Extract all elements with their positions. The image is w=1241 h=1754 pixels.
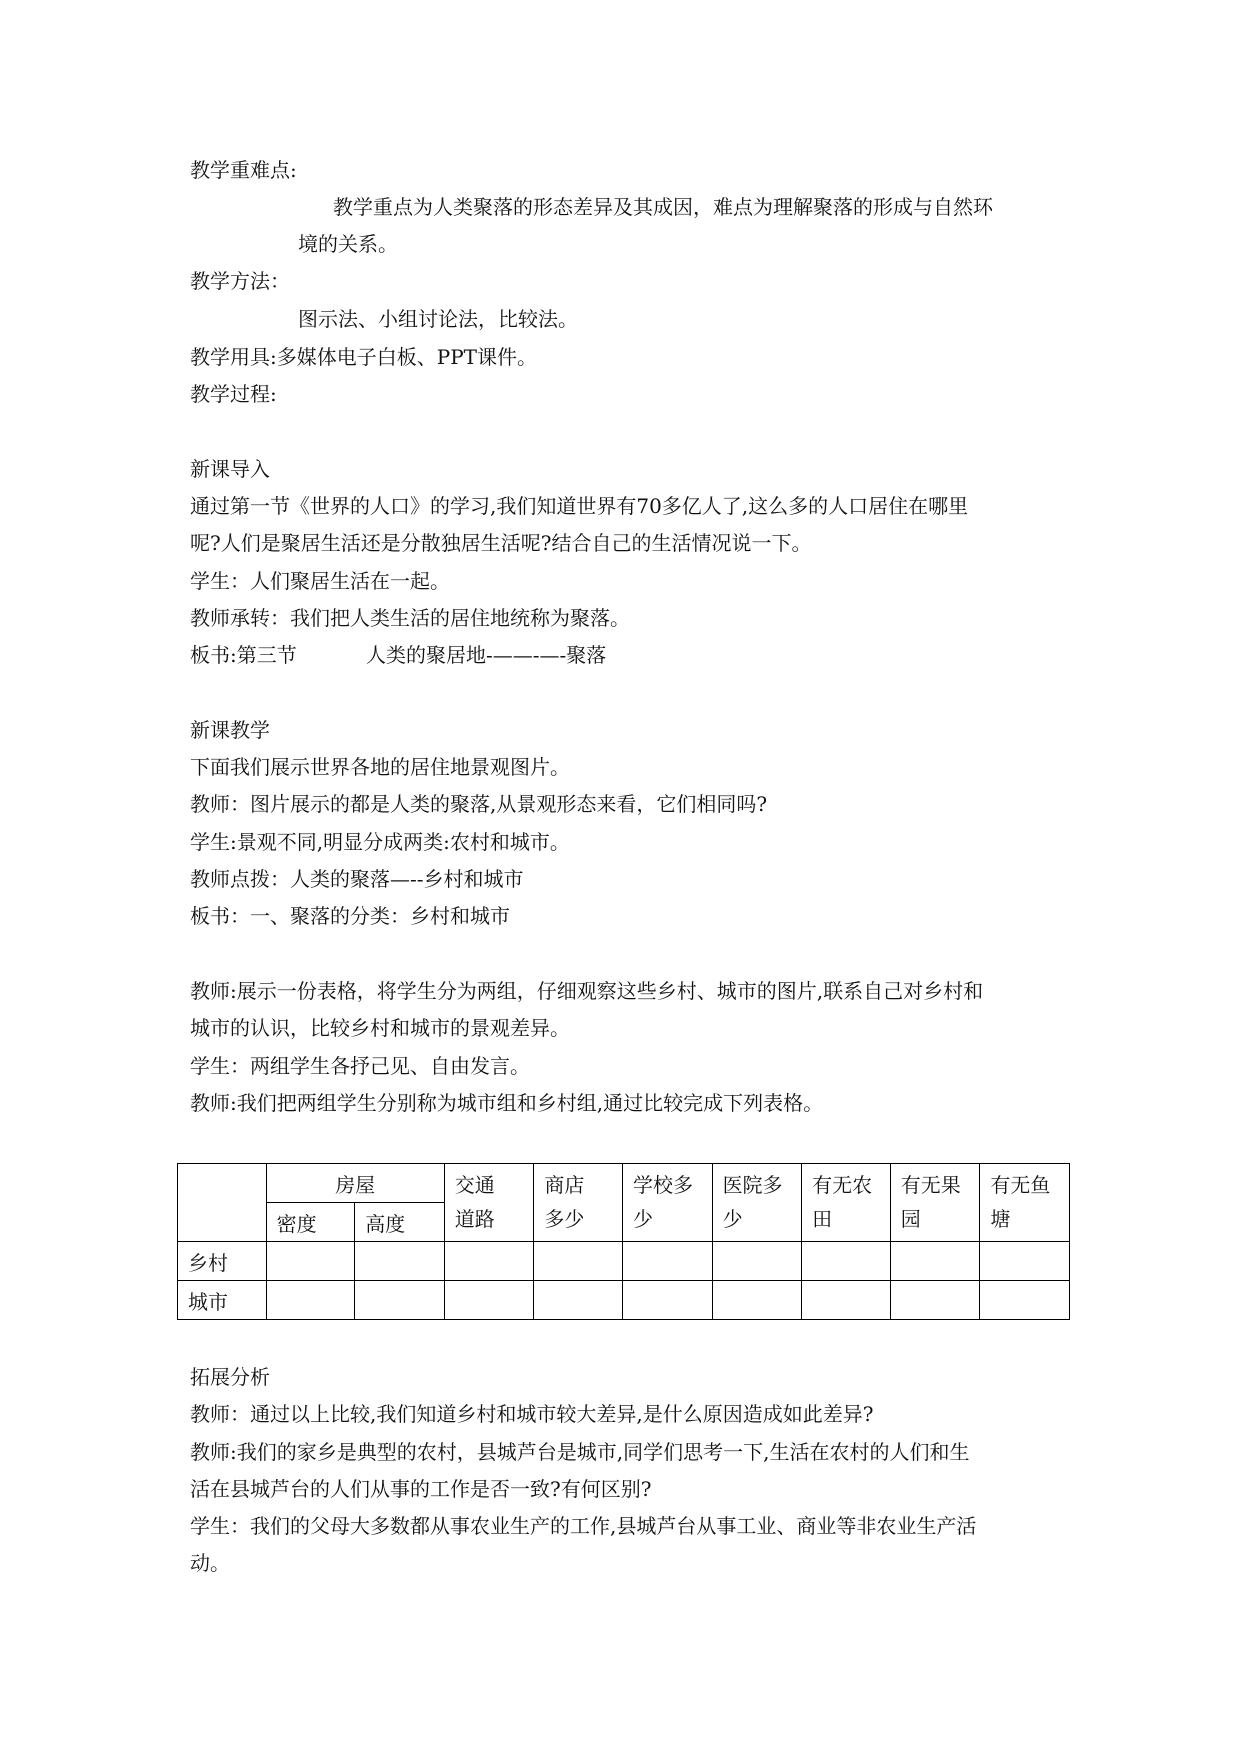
table-cell [444, 1242, 534, 1281]
table-cell [890, 1242, 980, 1281]
table-cell [622, 1281, 712, 1320]
teaching-line2: 教师：图片展示的都是人类的聚落,从景观形态来看，它们相同吗? [190, 792, 768, 816]
tools-text: 教学用具:多媒体电子白板、PPT课件。 [190, 345, 537, 369]
extend-line4: 学生：我们的父母大多数都从事农业生产的工作,县城芦台从事工业、商业等非农业生产活 [190, 1514, 977, 1538]
table-cell [712, 1242, 802, 1281]
teaching-line7: 城市的认识，比较乡村和城市的景观差异。 [190, 1016, 570, 1040]
teaching-line3: 学生:景观不同,明显分成两类:农村和城市。 [190, 830, 570, 854]
intro-teacher: 教师承转：我们把人类生活的居住地统称为聚落。 [190, 606, 630, 630]
table-cell [534, 1281, 623, 1320]
table-cell [266, 1281, 355, 1320]
intro-board-title: 人类的聚居地-——-—-聚落 [366, 643, 607, 667]
intro-student: 学生：人们聚居生活在一起。 [190, 569, 450, 593]
extend-line3: 活在县城芦台的人们从事的工作是否一致?有何区别? [190, 1477, 652, 1501]
method-heading: 教学方法： [190, 269, 290, 293]
intro-heading: 新课导入 [190, 457, 270, 481]
teaching-line1: 下面我们展示世界各地的居住地景观图片。 [190, 755, 570, 779]
table-cell [534, 1242, 623, 1281]
table-header-orchard: 有无果 园 [890, 1164, 980, 1242]
method-text: 图示法、小组讨论法，比较法。 [298, 307, 578, 331]
table-cell [622, 1242, 712, 1281]
difficulty-text-line2: 境的关系。 [298, 232, 398, 256]
process-heading: 教学过程: [190, 382, 277, 406]
teaching-line8: 学生：两组学生各抒己见、自由发言。 [190, 1054, 530, 1078]
table-row-label-rural: 乡村 [178, 1242, 267, 1281]
table-cell [980, 1281, 1070, 1320]
extend-line2: 教师:我们的家乡是典型的农村，县城芦台是城市,同学们思考一下,生活在农村的人们和生 [190, 1440, 970, 1464]
table-cell [266, 1242, 355, 1281]
teaching-line5: 板书：一、聚落的分类：乡村和城市 [190, 904, 510, 928]
table-cell [802, 1242, 891, 1281]
table-header-height: 高度 [355, 1203, 445, 1242]
intro-board-prefix: 板书:第三节 [190, 643, 297, 667]
table-cell [980, 1242, 1070, 1281]
teaching-line9: 教师:我们把两组学生分别称为城市组和乡村组,通过比较完成下列表格。 [190, 1091, 824, 1115]
table-header-house: 房屋 [266, 1164, 444, 1203]
comparison-table [177, 1163, 1070, 1320]
intro-paragraph-line1: 通过第一节《世界的人口》的学习,我们知道世界有70多亿人了,这么多的人口居住在哪里 [190, 494, 969, 518]
table-cell [712, 1281, 802, 1320]
table-cell [355, 1281, 445, 1320]
table-cell [444, 1281, 534, 1320]
table-header-fishpond: 有无鱼 塘 [980, 1164, 1070, 1242]
difficulty-text-line1: 教学重点为人类聚落的形态差异及其成因，难点为理解聚落的形成与自然环 [333, 195, 993, 219]
teaching-line4: 教师点拨：人类的聚落—--乡村和城市 [190, 867, 524, 891]
table-cell [355, 1242, 445, 1281]
table-header-schools: 学校多 少 [622, 1164, 712, 1242]
teaching-line6: 教师:展示一份表格，将学生分为两组，仔细观察这些乡村、城市的图片,联系自己对乡村和 [190, 979, 984, 1003]
extend-line5: 动。 [190, 1551, 230, 1575]
table-cell [890, 1281, 980, 1320]
intro-paragraph-line2: 呢?人们是聚居生活还是分散独居生活呢?结合自己的生活情况说一下。 [190, 531, 812, 555]
teaching-heading: 新课教学 [190, 718, 270, 742]
table-header-traffic: 交通 道路 [444, 1164, 534, 1242]
table-header-shops: 商店 多少 [534, 1164, 623, 1242]
table-header-hospitals: 医院多 少 [712, 1164, 802, 1242]
difficulty-heading: 教学重难点: [190, 158, 297, 182]
extend-line1: 教师：通过以上比较,我们知道乡村和城市较大差异,是什么原因造成如此差异? [190, 1402, 874, 1426]
table-header-farmland: 有无农 田 [802, 1164, 891, 1242]
table-header-density: 密度 [266, 1203, 355, 1242]
table-cell [802, 1281, 891, 1320]
table-corner-cell [178, 1164, 267, 1242]
extend-heading: 拓展分析 [190, 1365, 270, 1389]
table-row-label-urban: 城市 [178, 1281, 267, 1320]
